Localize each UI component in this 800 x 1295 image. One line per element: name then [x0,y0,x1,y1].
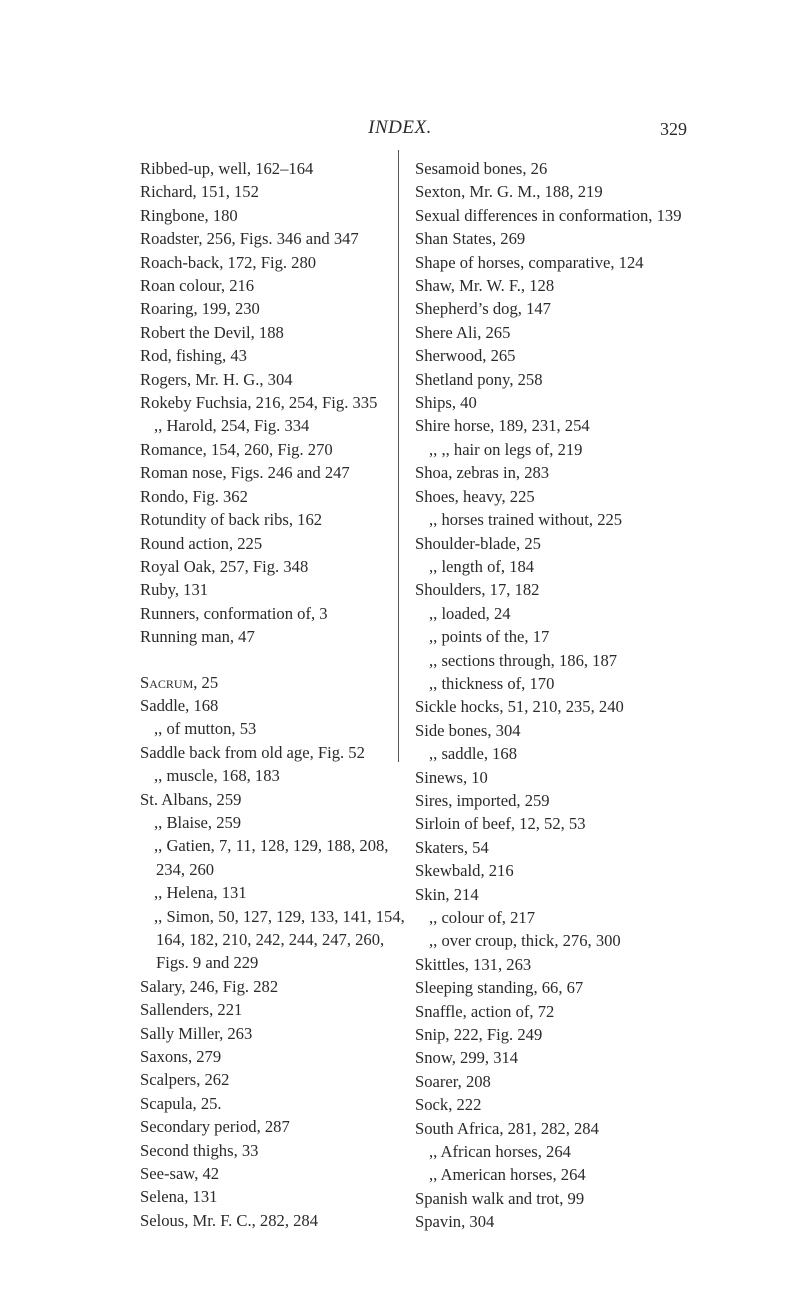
running-head [0,117,800,143]
index-subentry: ,, ,, hair on legs of, 219 [429,439,583,459]
index-entry: Saddle back from old age, Fig. 52 [140,742,365,762]
index-entry: Sexton, Mr. G. M., 188, 219 [415,182,603,202]
index-entry: Selous, Mr. F. C., 282, 284 [140,1210,319,1230]
left-column [140,157,440,1232]
index-entry: Soarer, 208 [415,1071,491,1091]
index-entry: Rokeby Fuchsia, 216, 254, Fig. 335 [140,393,378,413]
index-entry: Shan States, 269 [415,229,526,249]
index-entry: Rondo, Fig. 362 [140,486,248,506]
index-subentry: ,, African horses, 264 [429,1142,571,1162]
index-continuation: 234, 260 [156,859,215,879]
index-entry: Skin, 214 [415,884,479,904]
index-entry: Ships, 40 [415,393,477,413]
index-entry: Ribbed-up, well, 162–164 [140,159,314,178]
index-entry: Sires, imported, 259 [415,790,550,810]
index-entry: Sleeping standing, 66, 67 [415,978,584,998]
index-entry: Shaw, Mr. W. F., 128 [415,276,555,296]
index-entry: See-saw, 42 [140,1164,220,1184]
index-entry: Sacrum, 25 [140,672,219,692]
index-entry: Shere Ali, 265 [415,322,511,342]
index-entry: Selena, 131 [140,1187,218,1207]
index-entry: Shetland pony, 258 [415,369,543,389]
index-subentry: ,, American horses, 264 [429,1165,586,1185]
index-subentry: ,, Blaise, 259 [154,812,242,832]
index-entry: Running man, 47 [140,627,255,647]
index-entry: Royal Oak, 257, Fig. 348 [140,556,309,576]
index-subentry: ,, sections through, 186, 187 [429,650,618,670]
index-entry: Sock, 222 [415,1095,482,1115]
index-subentry: ,, horses trained without, 225 [429,510,623,530]
index-entry: Side bones, 304 [415,720,521,740]
index-entry: Sherwood, 265 [415,346,516,366]
index-entry: Sally Miller, 263 [140,1023,253,1043]
index-entry: Sirloin of beef, 12, 52, 53 [415,814,586,834]
index-entry: Shape of horses, comparative, 124 [415,252,644,272]
index-entry: Richard, 151, 152 [140,182,259,202]
index-entry: Snow, 299, 314 [415,1048,519,1068]
index-subentry: ,, loaded, 24 [429,603,511,623]
index-subentry: ,, saddle, 168 [429,744,518,764]
index-entry: Sallenders, 221 [140,1000,243,1020]
page-number: 329 [660,119,687,139]
index-entry: Rogers, Mr. H. G., 304 [140,369,293,389]
index-continuation: Figs. 9 and 229 [156,953,259,973]
index-entry: Runners, conformation of, 3 [140,603,328,623]
index-entry: Skewbald, 216 [415,861,514,881]
index-entry: Roan colour, 216 [140,276,255,296]
index-entry: Romance, 154, 260, Fig. 270 [140,439,333,459]
index-entry: Shepherd’s dog, 147 [415,299,551,319]
index-entry: Skittles, 131, 263 [415,954,532,974]
index-entry: Roach-back, 172, Fig. 280 [140,252,317,272]
index-subentry: ,, muscle, 168, 183 [154,766,280,786]
index-entry: St. Albans, 259 [140,789,242,809]
index-entry: Secondary period, 287 [140,1117,290,1137]
index-entry: Roadster, 256, Figs. 346 and 347 [140,229,359,249]
index-entry: Sinews, 10 [415,767,488,787]
index-entry: Saxons, 279 [140,1047,222,1067]
index-entry: Ruby, 131 [140,580,209,600]
index-entry: Shoulder-blade, 25 [415,533,541,553]
index-subentry: ,, points of the, 17 [429,627,550,647]
index-entry: Round action, 225 [140,533,263,553]
index-entry: Rod, fishing, 43 [140,346,247,366]
index-entry: Skaters, 54 [415,837,489,857]
index-subentry: ,, Helena, 131 [154,883,247,903]
index-entry: South Africa, 281, 282, 284 [415,1118,599,1138]
index-subentry: ,, over croup, thick, 276, 300 [429,931,621,951]
index-entry: Roman nose, Figs. 246 and 247 [140,463,350,483]
index-entry: Second thighs, 33 [140,1140,259,1160]
index-entry: Shoes, heavy, 225 [415,486,535,506]
index-entry: Rotundity of back ribs, 162 [140,510,323,530]
index-entry: Robert the Devil, 188 [140,322,284,342]
index-entry: Shoa, zebras in, 283 [415,463,550,483]
index-entry: Ringbone, 180 [140,205,238,225]
index-continuation: 164, 182, 210, 242, 244, 247, 260, [156,930,385,949]
index-entry: Snaffle, action of, 72 [415,1001,555,1021]
index-subentry: ,, of mutton, 53 [154,719,257,739]
index-entry: Snip, 222, Fig. 249 [415,1025,543,1045]
section-gap [140,649,440,671]
index-entry: Sickle hocks, 51, 210, 235, 240 [415,697,624,717]
index-subentry: ,, thickness of, 170 [429,673,555,693]
index-entry: Roaring, 199, 230 [140,299,260,319]
index-subentry: ,, colour of, 217 [429,908,535,927]
index-entry: Sexual differences in conformation, 139 [415,205,682,225]
index-subentry: ,, Simon, 50, 127, 129, 133, 141, 154, [154,906,405,926]
index-entry: Spanish walk and trot, 99 [415,1188,585,1208]
index-entry: Saddle, 168 [140,695,219,715]
index-subentry: ,, Gatien, 7, 11, 128, 129, 188, 208, [154,836,389,856]
index-entry: Spavin, 304 [415,1212,495,1232]
page-title: INDEX. [368,117,432,138]
index-entry: Shire horse, 189, 231, 254 [415,416,590,436]
index-subentry: ,, length of, 184 [429,556,535,576]
index-entry: Salary, 246, Fig. 282 [140,976,279,996]
index-entry: Shoulders, 17, 182 [415,580,540,600]
right-column [415,157,725,1234]
index-entry: Scalpers, 262 [140,1070,230,1090]
index-entry: Sesamoid bones, 26 [415,159,548,178]
index-entry: Scapula, 25. [140,1093,222,1113]
index-subentry: ,, Harold, 254, Fig. 334 [154,416,310,436]
